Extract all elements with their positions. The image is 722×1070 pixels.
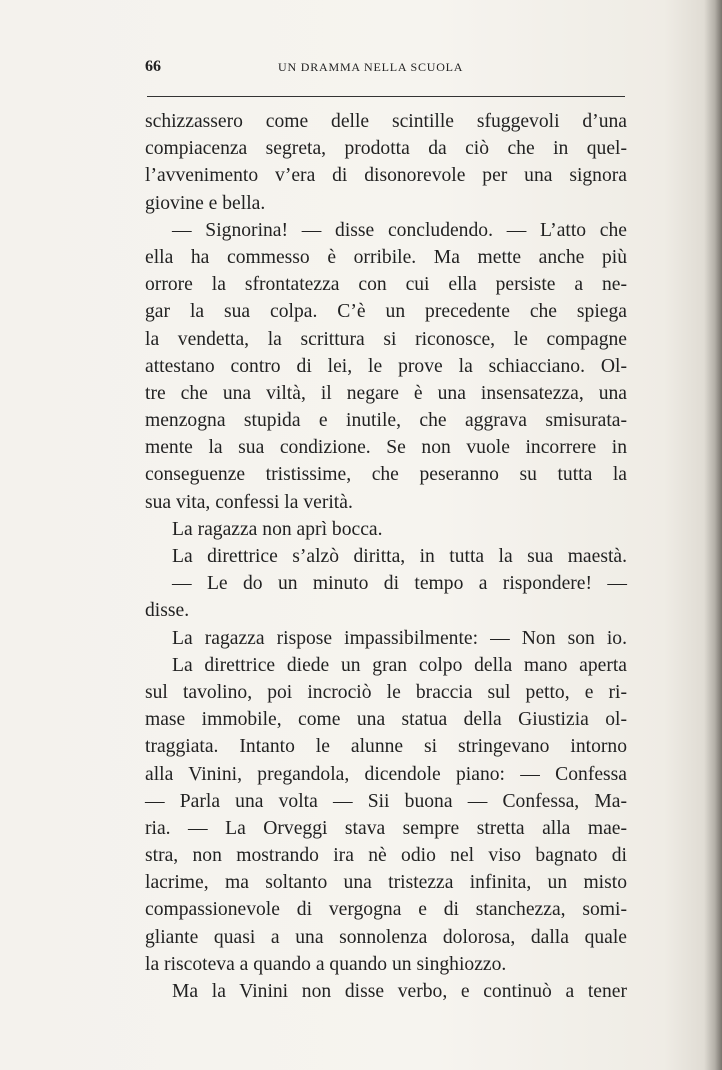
page-number: 66 [145, 58, 161, 75]
text-line: mase immobile, come una statua della Giustizia ol- [145, 709, 627, 731]
text-line: compiacenza segreta, prodotta da ciò che in quel- [145, 138, 627, 160]
text-line: stra, non mostrando ira nè odio nel viso bagnato di [145, 845, 627, 867]
text-line: gar la sua colpa. C’è un precedente che spiega [145, 301, 627, 323]
text-line: sul tavolino, poi incrociò le braccia sul petto, e ri- [145, 681, 627, 703]
text-line: ella ha commesso è orribile. Ma mette anche più [145, 246, 627, 268]
text-line: — Signorina! — disse concludendo. — L’atto che [172, 219, 627, 241]
text-line: La direttrice diede un gran colpo della mano aperta [172, 654, 627, 676]
text-line: l’avvenimento v’era di disonorevole per una signora [145, 165, 627, 187]
page-header [145, 58, 625, 78]
text-line: lacrime, ma soltanto una tristezza infinita, un misto [145, 872, 627, 894]
page-edge-shadow [704, 0, 722, 1070]
text-line: giovine e bella. [145, 192, 266, 214]
text-line: schizzassero come delle scintille sfuggevoli d’una [145, 111, 627, 132]
text-line: ria. — La Orveggi stava sempre stretta alla mae- [145, 817, 627, 839]
text-line: Ma la Vinini non disse verbo, e continuò a tener [172, 981, 627, 1002]
text-line: La ragazza rispose impassibilmente: — Non son io. [172, 627, 627, 649]
body-text [145, 108, 627, 1005]
text-line: — Parla una volta — Sii buona — Confessa, Ma- [145, 790, 627, 812]
text-line: disse. [145, 600, 190, 622]
text-line: — Le do un minuto di tempo a rispondere! — [172, 573, 627, 595]
text-line: orrore la sfrontatezza con cui ella persiste a ne- [145, 274, 627, 296]
text-line: tre che una viltà, il negare è una insensatezza, una [145, 382, 627, 404]
text-line: mente la sua condizione. Se non vuole incorrere in [145, 437, 627, 459]
text-line: alla Vinini, pregandola, dicendole piano: — Confessa [145, 763, 627, 785]
text-line: menzogna stupida e inutile, che aggrava smisurata- [145, 410, 627, 432]
text-line: la riscoteva a quando a quando un singhiozzo. [145, 953, 507, 975]
text-line: attestano contro di lei, le prove la schiacciano. Ol- [145, 355, 627, 377]
text-line: compassionevole di vergogna e di stanchezza, somi- [145, 899, 627, 921]
text-line: la vendetta, la scrittura si riconosce, le compagne [145, 328, 627, 350]
text-line: sua vita, confessi la verità. [145, 491, 353, 513]
text-line: La direttrice s’alzò diritta, in tutta la sua maestà. [172, 546, 627, 567]
text-line: La ragazza non aprì bocca. [172, 518, 383, 540]
text-line: traggiata. Intanto le alunne si stringevano intorno [145, 736, 627, 758]
text-line: conseguenze tristissime, che peseranno su tutta la [145, 464, 627, 486]
running-title: UN DRAMMA NELLA SCUOLA [278, 60, 464, 74]
header-rule [147, 96, 625, 97]
text-line: gliante quasi a una sonnolenza dolorosa, dalla quale [145, 926, 627, 948]
